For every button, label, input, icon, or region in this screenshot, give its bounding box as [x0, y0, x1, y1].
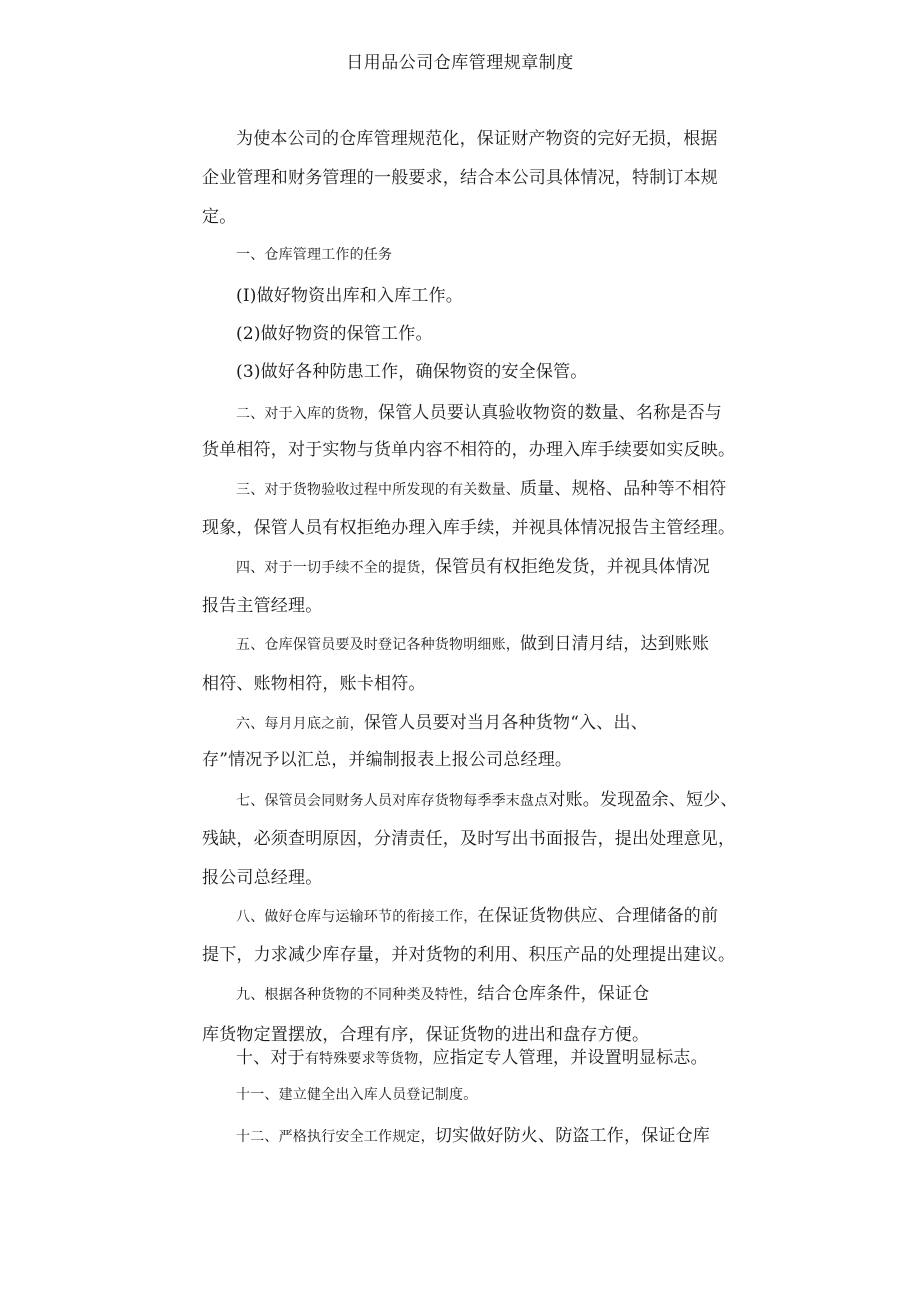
section-11-line-1: 十一、建立健全出入库人员登记制度。 [236, 1087, 478, 1103]
section-2-lead: 二、对于入库的货物， [236, 406, 378, 422]
section-4-line-2: 报告主管经理。 [202, 596, 323, 616]
section-7-line-1 [236, 785, 738, 810]
section-7-line-3: 报公司总经理。 [202, 868, 323, 888]
section-2-line-1 [236, 398, 722, 423]
section-6-rest: 保管人员要对当月各种货物“入、出、 [363, 713, 648, 733]
section-3-line-1 [236, 474, 726, 499]
section-4-lead: 四、对于一切手续不全的提货， [236, 560, 435, 576]
section-12-line-1 [236, 1121, 710, 1146]
section-4-rest: 保管员有权拒绝发货，并视具体情况 [434, 557, 711, 577]
section-2-line-2: 货单相符，对于实物与货单内容不相符的，办理入库手续要如实反映。 [202, 440, 736, 460]
section-2-rest: 保管人员要认真验收物资的数量、名称是否与 [378, 403, 722, 423]
section-3-lead: 三、对于货物验收过程中所发现的有关数量、 [236, 482, 520, 498]
section-10-line-1 [236, 1043, 708, 1068]
section-1-heading: 一、仓库管理工作的任务 [236, 247, 393, 263]
section-7-line-2: 残缺，必须查明原因，分清责任，及时写出书面报告，提出处理意见， [202, 829, 736, 849]
section-1-item-1: (I)做好物资出库和入库工作。 [236, 286, 463, 306]
section-8-line-1 [236, 901, 718, 926]
section-5-rest: 做到日清月结，达到账账 [520, 634, 710, 654]
document-title: 日用品公司仓库管理规章制度 [346, 53, 574, 73]
section-12-lead: 十二、严格执行安全工作规定， [236, 1129, 435, 1145]
section-10-lead: 有特殊要求等货物， [304, 1051, 433, 1067]
section-5-lead: 五、仓库保管员要及时登记各种货物明细账， [236, 637, 520, 653]
section-9-line-2: 库货物定置摆放，合理有序，保证货物的进出和盘存方便。 [202, 1025, 650, 1045]
section-8-rest: 在保证货物供应、合理储备的前 [477, 906, 719, 926]
section-10-prefix: 十、对于 [236, 1048, 305, 1068]
section-7-rest: 对账。发现盈余、短少、 [548, 790, 738, 810]
section-7-lead: 七、保管员会同财务人员对库存货物每季季末盘点 [236, 793, 549, 809]
section-9-rest: 结合仓库条件，保证仓 [477, 984, 650, 1004]
intro-line-1: 为使本公司的仓库管理规范化，保证财产物资的完好无损，根据 [236, 129, 718, 149]
section-9-line-1 [236, 979, 649, 1004]
section-10-rest: 应指定专人管理，并设置明显标志。 [432, 1048, 708, 1068]
section-12-rest: 切实做好防火、防盗工作，保证仓库 [434, 1126, 711, 1146]
section-6-line-2: 存”情况予以汇总，并编制报表上报公司总经理。 [202, 750, 573, 770]
section-5-line-1 [236, 629, 709, 654]
section-4-line-1 [236, 552, 710, 577]
section-9-lead: 九、根据各种货物的不同种类及特性， [236, 987, 478, 1003]
section-1-item-3: (3)做好各种防患工作，确保物资的安全保管。 [236, 362, 588, 382]
section-6-line-1 [236, 708, 648, 733]
section-3-line-2: 现象，保管人员有权拒绝办理入库手续，并视具体情况报告主管经理。 [202, 518, 736, 538]
intro-line-2: 企业管理和财务管理的一般要求，结合本公司具体情况，特制订本规 [202, 168, 718, 188]
section-3-rest: 质量、规格、品种等不相符 [520, 479, 727, 499]
section-6-lead: 六、每月月底之前， [236, 716, 364, 732]
intro-line-3: 定。 [202, 207, 237, 227]
section-1-item-2: (2)做好物资的保管工作。 [236, 324, 433, 344]
section-5-line-2: 相符、账物相符，账卡相符。 [202, 674, 426, 694]
section-8-lead: 八、做好仓库与运输环节的衔接工作， [236, 909, 478, 925]
section-8-line-2: 提下，力求减少库存量，并对货物的利用、积压产品的处理提出建议。 [202, 945, 736, 965]
